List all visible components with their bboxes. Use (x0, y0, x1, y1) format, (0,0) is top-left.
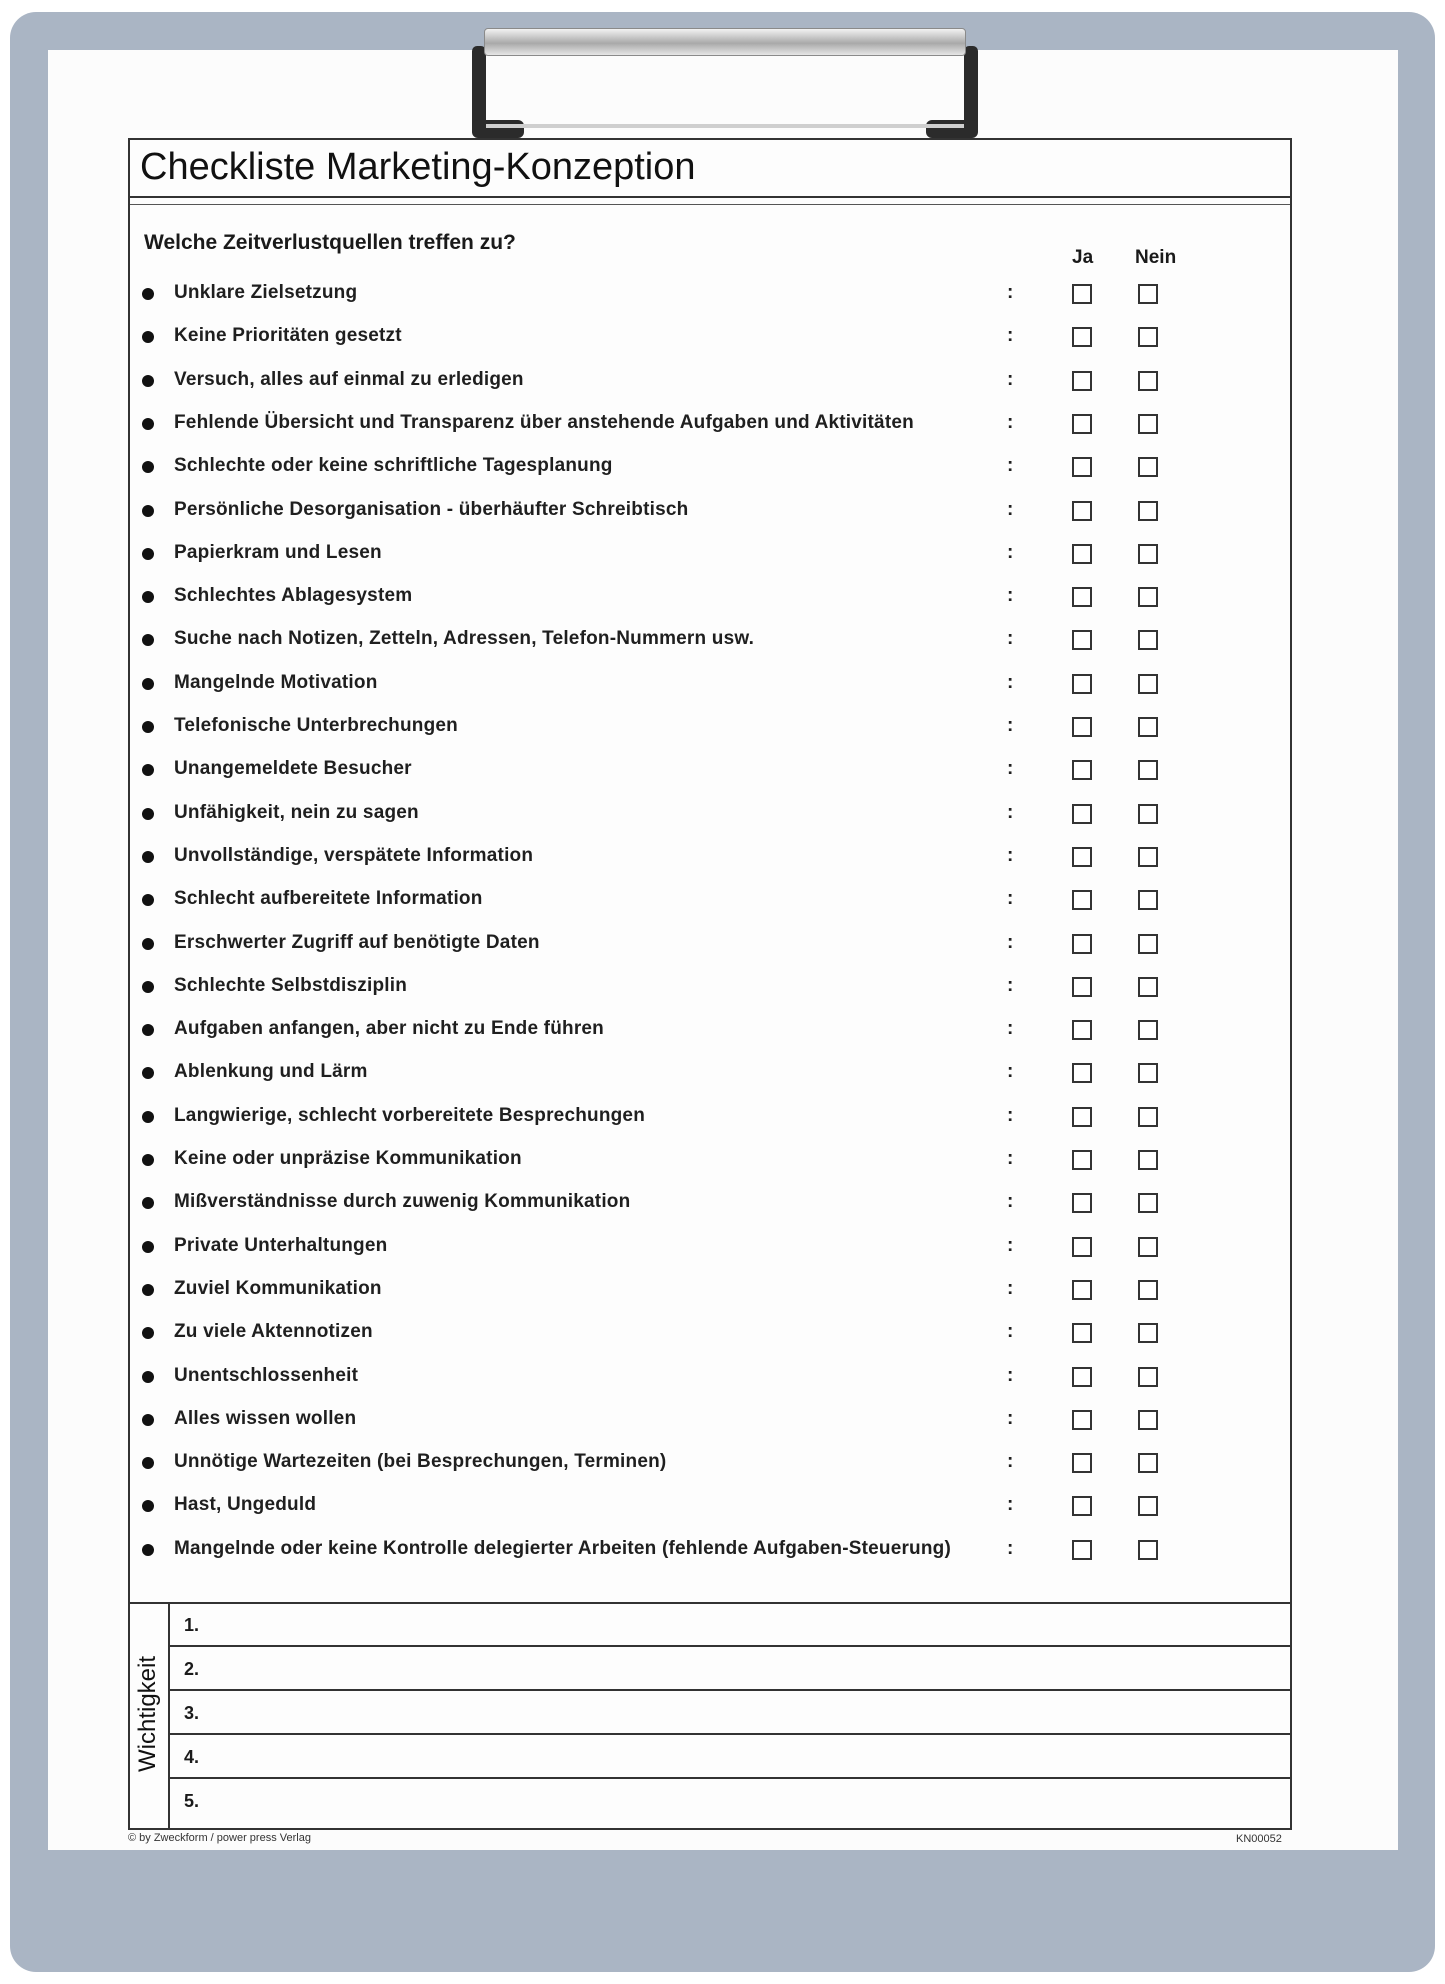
checkbox-no[interactable] (1138, 1367, 1158, 1387)
checkbox-no[interactable] (1138, 1410, 1158, 1430)
item-separator: : (1007, 715, 1014, 736)
checkbox-yes[interactable] (1072, 1150, 1092, 1170)
checkbox-no[interactable] (1138, 1193, 1158, 1213)
checklist-row (130, 752, 1290, 792)
bullet-icon (142, 288, 154, 300)
checklist-row (130, 1315, 1290, 1355)
item-separator: : (1007, 1407, 1014, 1429)
item-separator: : (1007, 1277, 1014, 1299)
checkbox-no[interactable] (1138, 1237, 1158, 1257)
item-separator: : (1007, 368, 1014, 390)
item-separator: : (1007, 1234, 1014, 1256)
checklist-row (130, 276, 1290, 316)
bullet-icon (142, 1154, 154, 1166)
bullet-icon (142, 1024, 154, 1036)
checklist-row (130, 1185, 1290, 1225)
checklist-row (130, 1099, 1290, 1139)
checkbox-no[interactable] (1138, 327, 1158, 347)
item-separator: : (1007, 541, 1014, 563)
checkbox-no[interactable] (1138, 587, 1158, 607)
checklist-item-label: Mangelnde oder keine Kontrolle delegierter Arbeiten (fehlende Aufgaben-Steuerung) (174, 1537, 951, 1559)
bullet-icon (142, 721, 154, 733)
priority-number: 4. (184, 1747, 200, 1767)
item-separator: : (1007, 844, 1014, 866)
item-separator: : (1007, 1451, 1014, 1473)
bullet-icon (142, 1197, 154, 1209)
checkbox-no[interactable] (1138, 284, 1158, 304)
clip-wire (486, 124, 964, 128)
clip-foot-right (926, 120, 978, 138)
checklist-item-label: Unentschlossenheit (174, 1364, 359, 1386)
checklist-item-label: Keine oder unpräzise Kommunikation (174, 1148, 522, 1169)
checkbox-no[interactable] (1138, 371, 1158, 391)
checklist-form (128, 138, 1292, 1830)
title-rule (130, 196, 1290, 198)
checkbox-yes[interactable] (1072, 371, 1092, 391)
checklist-item-label: Schlechte oder keine schriftliche Tagesplanung (174, 455, 613, 477)
bullet-icon (142, 418, 154, 430)
checkbox-no[interactable] (1138, 1150, 1158, 1170)
checklist-item-label: Zu viele Aktennotizen (174, 1321, 373, 1343)
checklist-item-label: Papierkram und Lesen (174, 541, 382, 563)
bullet-icon (142, 1284, 154, 1296)
priority-line[interactable] (170, 1604, 1290, 1647)
bullet-icon (142, 981, 154, 993)
checklist-row (130, 1055, 1290, 1095)
checkbox-yes[interactable] (1072, 327, 1092, 347)
checkbox-yes[interactable] (1072, 1540, 1092, 1560)
checkbox-yes[interactable] (1072, 1496, 1092, 1516)
bullet-icon (142, 764, 154, 776)
bullet-icon (142, 1067, 154, 1079)
bullet-icon (142, 461, 154, 473)
checklist-item-label: Versuch, alles auf einmal zu erledigen (174, 368, 524, 390)
checkbox-yes[interactable] (1072, 934, 1092, 954)
bullet-icon (142, 678, 154, 690)
column-header-no: Nein (1135, 247, 1177, 268)
title-rule-thin (130, 204, 1290, 205)
item-separator: : (1007, 1191, 1014, 1213)
item-separator: : (1007, 282, 1014, 303)
checkbox-no[interactable] (1138, 934, 1158, 954)
checklist-row (130, 1272, 1290, 1312)
priority-side-panel (130, 1604, 170, 1830)
bullet-icon (142, 1414, 154, 1426)
checklist-item-label: Unnötige Wartezeiten (bei Besprechungen, Terminen) (174, 1451, 667, 1473)
checklist-row (130, 1532, 1290, 1572)
bullet-icon (142, 1544, 154, 1556)
checklist-item-label: Ablenkung und Lärm (174, 1061, 368, 1083)
checklist-row (130, 1402, 1290, 1442)
checklist-row (130, 536, 1290, 576)
checklist-row (130, 319, 1290, 359)
checklist-item-label: Fehlende Übersicht und Transparenz über anstehende Aufgaben und Aktivitäten (174, 411, 914, 433)
priority-number: 3. (184, 1703, 200, 1723)
checklist-item-label: Hast, Ungeduld (174, 1494, 317, 1516)
checkbox-no[interactable] (1138, 1107, 1158, 1127)
checkbox-no[interactable] (1138, 1063, 1158, 1083)
checklist-item-label: Unvollständige, verspätete Information (174, 844, 534, 866)
bullet-icon (142, 938, 154, 950)
checkbox-yes[interactable] (1072, 414, 1092, 434)
checklist-item-label: Alles wissen wollen (174, 1407, 357, 1429)
item-separator: : (1007, 498, 1014, 520)
item-separator: : (1007, 671, 1014, 693)
checklist-row (130, 926, 1290, 966)
checkbox-yes[interactable] (1072, 1237, 1092, 1257)
checklist-row (130, 709, 1290, 749)
item-separator: : (1007, 974, 1014, 996)
priority-line[interactable] (170, 1736, 1290, 1779)
checkbox-no[interactable] (1138, 544, 1158, 564)
checkbox-yes[interactable] (1072, 544, 1092, 564)
checkbox-yes[interactable] (1072, 977, 1092, 997)
item-separator: : (1007, 1104, 1014, 1126)
checkbox-no[interactable] (1138, 674, 1158, 694)
checklist-item-label: Erschwerter Zugriff auf benötigte Daten (174, 931, 540, 953)
item-separator: : (1007, 758, 1014, 780)
column-header-yes: Ja (1072, 247, 1094, 268)
checklist-item-label: Unangemeldete Besucher (174, 758, 412, 780)
item-separator: : (1007, 325, 1014, 347)
bullet-icon (142, 591, 154, 603)
checklist-row (130, 969, 1290, 1009)
checkbox-no[interactable] (1138, 414, 1158, 434)
checkbox-yes[interactable] (1072, 1323, 1092, 1343)
checklist-row (130, 1488, 1290, 1528)
item-separator: : (1007, 931, 1014, 953)
checkbox-no[interactable] (1138, 890, 1158, 910)
bullet-icon (142, 808, 154, 820)
checkbox-no[interactable] (1138, 804, 1158, 824)
item-separator: : (1007, 455, 1014, 477)
clip-bar (484, 28, 966, 56)
checkbox-yes[interactable] (1072, 890, 1092, 910)
checkbox-yes[interactable] (1072, 674, 1092, 694)
priority-line[interactable] (170, 1692, 1290, 1735)
checklist-item-label: Unfähigkeit, nein zu sagen (174, 801, 419, 823)
bullet-icon (142, 331, 154, 343)
checklist-row (130, 839, 1290, 879)
priority-number: 1. (184, 1615, 200, 1635)
checklist-row (130, 363, 1290, 403)
item-separator: : (1007, 1537, 1014, 1559)
checklist-item-label: Schlecht aufbereitete Information (174, 888, 483, 910)
priority-number: 2. (184, 1659, 200, 1679)
form-code: KN00052 (1236, 1833, 1282, 1845)
item-separator: : (1007, 1148, 1014, 1169)
checkbox-yes[interactable] (1072, 1107, 1092, 1127)
priority-line[interactable] (170, 1780, 1290, 1823)
question-heading: Welche Zeitverlustquellen treffen zu? (144, 231, 516, 254)
checkbox-no[interactable] (1138, 501, 1158, 521)
checkbox-no[interactable] (1138, 1323, 1158, 1343)
checklist-row (130, 1359, 1290, 1399)
item-separator: : (1007, 1364, 1014, 1386)
checklist-row (130, 579, 1290, 619)
checkbox-yes[interactable] (1072, 1453, 1092, 1473)
checkbox-yes[interactable] (1072, 717, 1092, 737)
checkbox-yes[interactable] (1072, 284, 1092, 304)
priority-section (130, 1602, 1290, 1832)
checkbox-no[interactable] (1138, 847, 1158, 867)
bullet-icon (142, 634, 154, 646)
checklist-item-label: Keine Prioritäten gesetzt (174, 325, 402, 347)
priority-number: 5. (184, 1791, 200, 1811)
checkbox-no[interactable] (1138, 977, 1158, 997)
checklist-item-label: Private Unterhaltungen (174, 1234, 388, 1256)
checkbox-yes[interactable] (1072, 630, 1092, 650)
checkbox-no[interactable] (1138, 1453, 1158, 1473)
checklist-row (130, 622, 1290, 662)
checkbox-yes[interactable] (1072, 1193, 1092, 1213)
checkbox-yes[interactable] (1072, 1063, 1092, 1083)
priority-line[interactable] (170, 1648, 1290, 1691)
checklist-row (130, 449, 1290, 489)
bullet-icon (142, 1457, 154, 1469)
checkbox-yes[interactable] (1072, 1020, 1092, 1040)
checklist-row (130, 1142, 1290, 1182)
bullet-icon (142, 1500, 154, 1512)
item-separator: : (1007, 801, 1014, 823)
checklist-row (130, 666, 1290, 706)
checkbox-no[interactable] (1138, 760, 1158, 780)
checklist-item-label: Langwierige, schlecht vorbereitete Besprechungen (174, 1104, 646, 1126)
checkbox-no[interactable] (1138, 1540, 1158, 1560)
bullet-icon (142, 548, 154, 560)
checklist-row (130, 1229, 1290, 1269)
checklist-row (130, 882, 1290, 922)
checklist-item-label: Zuviel Kommunikation (174, 1277, 382, 1299)
checklist-row (130, 796, 1290, 836)
checklist-item-label: Schlechte Selbstdisziplin (174, 974, 408, 996)
checklist-item-label: Telefonische Unterbrechungen (174, 715, 458, 736)
checklist-item-label: Schlechtes Ablagesystem (174, 585, 413, 607)
checkbox-no[interactable] (1138, 1496, 1158, 1516)
item-separator: : (1007, 1061, 1014, 1083)
bullet-icon (142, 375, 154, 387)
bullet-icon (142, 1371, 154, 1383)
checkbox-yes[interactable] (1072, 587, 1092, 607)
checklist-row (130, 1445, 1290, 1485)
bullet-icon (142, 894, 154, 906)
checklist-item-label: Unklare Zielsetzung (174, 282, 358, 303)
checkbox-yes[interactable] (1072, 457, 1092, 477)
checklist-row (130, 406, 1290, 446)
bullet-icon (142, 505, 154, 517)
item-separator: : (1007, 888, 1014, 910)
bullet-icon (142, 1327, 154, 1339)
bullet-icon (142, 1111, 154, 1123)
checklist-item-label: Mißverständnisse durch zuwenig Kommunikation (174, 1191, 631, 1213)
item-separator: : (1007, 585, 1014, 607)
item-separator: : (1007, 1321, 1014, 1343)
checkbox-yes[interactable] (1072, 804, 1092, 824)
priority-label: Wichtigkeit (134, 1655, 161, 1773)
checklist-item-label: Suche nach Notizen, Zetteln, Adressen, Telefon-Nummern usw. (174, 628, 755, 650)
checklist-item-label: Persönliche Desorganisation - überhäufter Schreibtisch (174, 498, 689, 520)
checkbox-no[interactable] (1138, 1020, 1158, 1040)
checkbox-yes[interactable] (1072, 1367, 1092, 1387)
item-separator: : (1007, 1018, 1014, 1040)
checkbox-yes[interactable] (1072, 501, 1092, 521)
checkbox-yes[interactable] (1072, 1280, 1092, 1300)
copyright-note: © by Zweckform / power press Verlag (128, 1832, 311, 1844)
page-title: Checkliste Marketing-Konzeption (140, 146, 696, 188)
checkbox-yes[interactable] (1072, 1410, 1092, 1430)
checkbox-no[interactable] (1138, 717, 1158, 737)
clip-foot-left (472, 120, 524, 138)
checkbox-no[interactable] (1138, 457, 1158, 477)
checkbox-yes[interactable] (1072, 847, 1092, 867)
checkbox-yes[interactable] (1072, 760, 1092, 780)
checkbox-no[interactable] (1138, 630, 1158, 650)
bullet-icon (142, 851, 154, 863)
item-separator: : (1007, 411, 1014, 433)
checklist-row (130, 1012, 1290, 1052)
checklist-item-label: Mangelnde Motivation (174, 671, 378, 693)
clipboard-clip (470, 20, 980, 140)
item-separator: : (1007, 1494, 1014, 1516)
item-separator: : (1007, 628, 1014, 650)
checklist-item-label: Aufgaben anfangen, aber nicht zu Ende führen (174, 1018, 604, 1040)
checklist-row (130, 493, 1290, 533)
checkbox-no[interactable] (1138, 1280, 1158, 1300)
bullet-icon (142, 1241, 154, 1253)
